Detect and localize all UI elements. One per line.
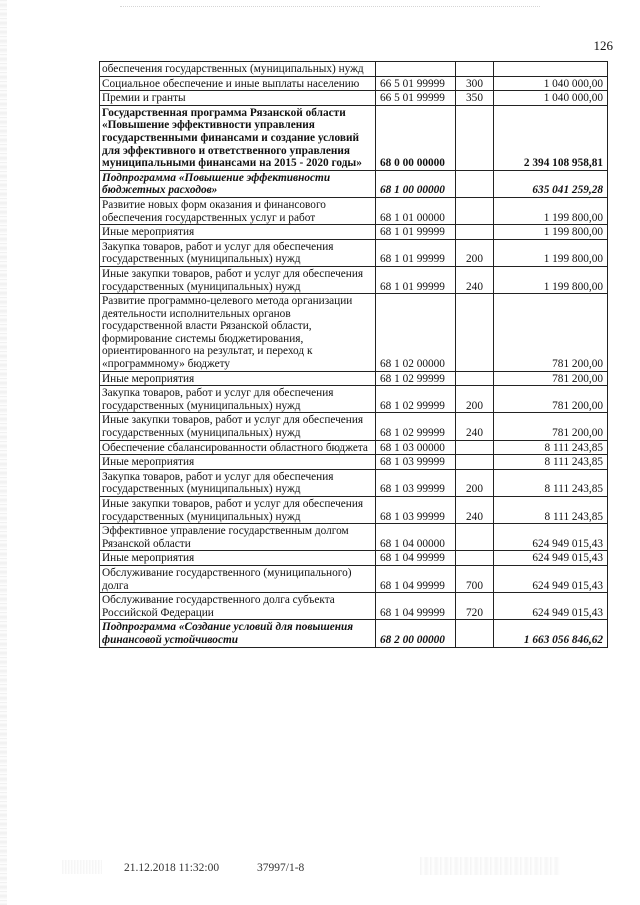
row-code-cell: 68 1 03 99999 <box>376 469 456 496</box>
row-amount-cell: 624 949 015,43 <box>494 593 608 620</box>
row-expense-type-cell <box>456 105 494 170</box>
row-expense-type-cell <box>456 62 494 77</box>
row-name-cell: Закупка товаров, работ и услуг для обеспечения государственных (муниципальных) нужд <box>100 469 376 496</box>
scan-top-artifact <box>120 6 540 9</box>
row-expense-type-cell <box>456 524 494 551</box>
row-amount-cell: 781 200,00 <box>494 386 608 413</box>
row-name-cell: Иные мероприятия <box>100 455 376 470</box>
row-amount-cell: 624 949 015,43 <box>494 551 608 566</box>
row-name-cell: обеспечения государственных (муниципальных) нужд <box>100 62 376 77</box>
row-name-cell: Иные мероприятия <box>100 225 376 240</box>
row-name-cell: Иные мероприятия <box>100 551 376 566</box>
row-expense-type-cell: 200 <box>456 239 494 266</box>
row-name-cell: Подпрограмма «Повышение эффективности бюджетных расходов» <box>100 170 376 197</box>
row-expense-type-cell <box>456 170 494 197</box>
table-row <box>100 469 608 496</box>
budget-table-body <box>100 62 608 648</box>
row-name-cell: Обслуживание государственного (муниципального) долга <box>100 565 376 592</box>
row-code-cell <box>376 62 456 77</box>
row-code-cell: 68 1 01 99999 <box>376 239 456 266</box>
row-code-cell: 68 1 02 00000 <box>376 294 456 372</box>
row-expense-type-cell: 300 <box>456 76 494 91</box>
table-row <box>100 105 608 170</box>
table-row <box>100 239 608 266</box>
row-code-cell: 68 1 03 99999 <box>376 455 456 470</box>
table-row <box>100 197 608 224</box>
row-code-cell: 68 0 00 00000 <box>376 105 456 170</box>
row-code-cell: 68 1 01 99999 <box>376 266 456 293</box>
row-code-cell: 68 1 04 99999 <box>376 593 456 620</box>
row-code-cell: 68 1 01 99999 <box>376 225 456 240</box>
row-name-cell: Государственная программа Рязанской области «Повышение эффективности управления государственными финансами и создание условий для эффективного и ответственного управления муниципальными финансами на 2015 - 2020 годы» <box>100 105 376 170</box>
row-expense-type-cell <box>456 620 494 647</box>
row-code-cell: 68 1 03 99999 <box>376 497 456 524</box>
row-name-cell: Иные закупки товаров, работ и услуг для обеспечения государственных (муниципальных) нужд <box>100 266 376 293</box>
row-name-cell: Закупка товаров, работ и услуг для обеспечения государственных (муниципальных) нужд <box>100 386 376 413</box>
row-amount-cell: 8 111 243,85 <box>494 440 608 455</box>
table-row <box>100 225 608 240</box>
budget-table <box>99 61 608 648</box>
row-amount-cell: 2 394 108 958,81 <box>494 105 608 170</box>
row-amount-cell: 8 111 243,85 <box>494 469 608 496</box>
row-expense-type-cell <box>456 197 494 224</box>
row-amount-cell: 781 200,00 <box>494 413 608 440</box>
row-expense-type-cell <box>456 455 494 470</box>
table-row <box>100 524 608 551</box>
row-code-cell: 68 1 03 00000 <box>376 440 456 455</box>
table-row <box>100 565 608 592</box>
table-row <box>100 551 608 566</box>
table-row <box>100 371 608 386</box>
row-name-cell: Развитие новых форм оказания и финансового обеспечения государственных услуг и работ <box>100 197 376 224</box>
footer-timestamp: 21.12.2018 11:32:00 <box>124 862 220 874</box>
row-amount-cell: 1 199 800,00 <box>494 266 608 293</box>
row-code-cell: 68 1 02 99999 <box>376 413 456 440</box>
row-amount-cell: 635 041 259,28 <box>494 170 608 197</box>
row-expense-type-cell: 200 <box>456 469 494 496</box>
row-code-cell: 68 1 02 99999 <box>376 386 456 413</box>
row-amount-cell: 1 199 800,00 <box>494 225 608 240</box>
row-name-cell: Развитие программно-целевого метода организации деятельности исполнительных органов государственной власти Рязанской области, формирование системы бюджетирования, ориентированного на результат, и переход к «программному» бюджету <box>100 294 376 372</box>
row-expense-type-cell: 240 <box>456 497 494 524</box>
row-expense-type-cell <box>456 225 494 240</box>
row-name-cell: Закупка товаров, работ и услуг для обеспечения государственных (муниципальных) нужд <box>100 239 376 266</box>
row-amount-cell: 1 199 800,00 <box>494 239 608 266</box>
table-row <box>100 413 608 440</box>
row-code-cell: 68 1 04 99999 <box>376 551 456 566</box>
row-code-cell: 68 1 01 00000 <box>376 197 456 224</box>
row-amount-cell: 1 040 000,00 <box>494 76 608 91</box>
row-code-cell: 68 1 02 99999 <box>376 371 456 386</box>
row-name-cell: Подпрограмма «Создание условий для повышения финансовой устойчивости <box>100 620 376 647</box>
row-name-cell: Обеспечение сбалансированности областного бюджета <box>100 440 376 455</box>
row-code-cell: 68 1 00 00000 <box>376 170 456 197</box>
row-amount-cell: 624 949 015,43 <box>494 524 608 551</box>
row-amount-cell: 1 040 000,00 <box>494 91 608 106</box>
table-row <box>100 62 608 77</box>
row-name-cell: Иные мероприятия <box>100 371 376 386</box>
row-amount-cell: 8 111 243,85 <box>494 497 608 524</box>
scan-footer-artifact <box>420 857 560 875</box>
row-name-cell: Социальное обеспечение и иные выплаты населению <box>100 76 376 91</box>
table-row <box>100 266 608 293</box>
row-expense-type-cell: 700 <box>456 565 494 592</box>
row-expense-type-cell: 720 <box>456 593 494 620</box>
row-code-cell: 68 1 04 00000 <box>376 524 456 551</box>
table-row <box>100 620 608 647</box>
row-expense-type-cell: 240 <box>456 413 494 440</box>
row-expense-type-cell <box>456 440 494 455</box>
row-name-cell: Иные закупки товаров, работ и услуг для обеспечения государственных (муниципальных) нужд <box>100 497 376 524</box>
row-name-cell: Обслуживание государственного долга субъекта Российской Федерации <box>100 593 376 620</box>
row-expense-type-cell: 240 <box>456 266 494 293</box>
row-code-cell: 66 5 01 99999 <box>376 91 456 106</box>
row-expense-type-cell: 200 <box>456 386 494 413</box>
table-row <box>100 386 608 413</box>
table-row <box>100 593 608 620</box>
row-code-cell: 68 2 00 00000 <box>376 620 456 647</box>
row-amount-cell: 624 949 015,43 <box>494 565 608 592</box>
table-row <box>100 497 608 524</box>
table-row <box>100 170 608 197</box>
row-amount-cell: 8 111 243,85 <box>494 455 608 470</box>
table-row <box>100 91 608 106</box>
scan-footer-artifact-left <box>62 860 102 874</box>
table-row <box>100 455 608 470</box>
row-amount-cell: 1 199 800,00 <box>494 197 608 224</box>
row-name-cell: Иные закупки товаров, работ и услуг для обеспечения государственных (муниципальных) нужд <box>100 413 376 440</box>
row-expense-type-cell <box>456 294 494 372</box>
row-code-cell: 68 1 04 99999 <box>376 565 456 592</box>
row-amount-cell: 1 663 056 846,62 <box>494 620 608 647</box>
row-name-cell: Премии и гранты <box>100 91 376 106</box>
row-name-cell: Эффективное управление государственным долгом Рязанской области <box>100 524 376 551</box>
row-code-cell: 66 5 01 99999 <box>376 76 456 91</box>
row-amount-cell <box>494 62 608 77</box>
table-row <box>100 76 608 91</box>
row-amount-cell: 781 200,00 <box>494 294 608 372</box>
footer-document-number: 37997/1-8 <box>257 862 305 874</box>
row-expense-type-cell: 350 <box>456 91 494 106</box>
scan-edge-artifact <box>0 0 7 905</box>
row-expense-type-cell <box>456 371 494 386</box>
row-amount-cell: 781 200,00 <box>494 371 608 386</box>
page-number: 126 <box>593 38 613 53</box>
row-expense-type-cell <box>456 551 494 566</box>
table-row <box>100 294 608 372</box>
table-row <box>100 440 608 455</box>
